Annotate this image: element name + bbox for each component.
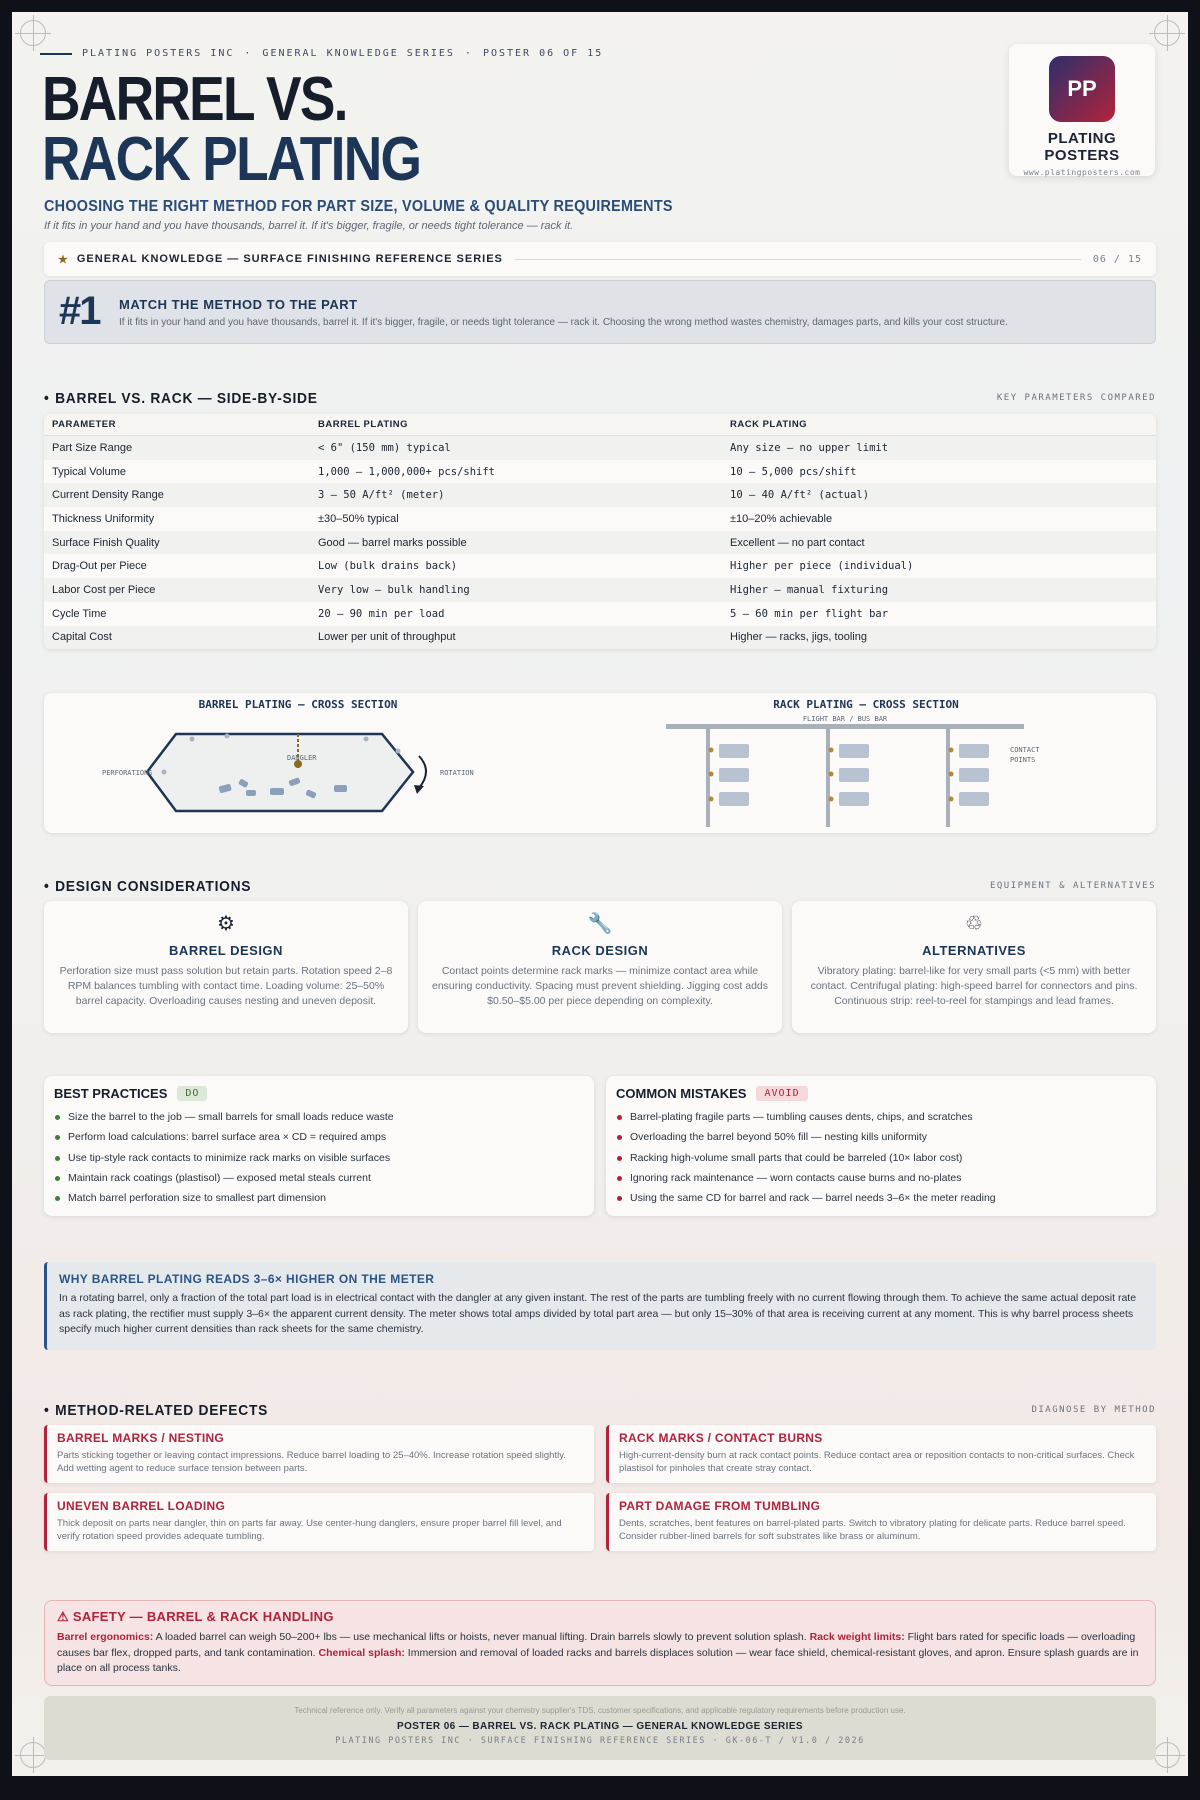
common-mistakes-title: COMMON MISTAKES (616, 1086, 747, 1101)
table-cell: Thickness Uniformity (52, 512, 155, 525)
defect-title: UNEVEN BARREL LOADING (57, 1499, 226, 1513)
card-text: Vibratory plating: barrel-like for very small parts (<5 mm) with better contact. Centrifugal plating: high-speed barrel for connectors and pins. Continuous strip: reel-to-reel for stampings and lead frames. (810, 965, 1138, 1007)
barrel-diagram-title: BARREL PLATING — CROSS SECTION (198, 698, 398, 711)
table-cell: ±10–20% achievable (730, 512, 833, 525)
rack-hanger (946, 729, 989, 827)
brand-series: GENERAL KNOWLEDGE SERIES (262, 48, 455, 59)
table-cell: 10 – 5,000 pcs/shift (730, 465, 857, 478)
footer-disclaimer: Technical reference only. Verify all parameters against your chemistry supplier's TDS, customer specifications, and applicable regulatory requirements before production use. (294, 1706, 906, 1715)
footer-meta: PLATING POSTERS INC · SURFACE FINISHING REFERENCE SERIES · GK-06-T / V1.0 / 2026 (335, 1736, 865, 1746)
racked-part (719, 744, 749, 758)
section-title-comparison: • BARREL VS. RACK — SIDE-BY-SIDE (44, 390, 318, 407)
page-subtitle: CHOOSING THE RIGHT METHOD FOR PART SIZE, VOLUME & QUALITY REQUIREMENTS (44, 198, 673, 215)
list-item: Using the same CD for barrel and rack — barrel needs 3–6× the meter reading (616, 1188, 1146, 1208)
title-line-1: BARREL VS. (42, 65, 347, 134)
table-row (44, 507, 1156, 531)
defect-card (606, 1425, 1156, 1483)
brand-poster-number: POSTER 06 OF 15 (482, 48, 604, 59)
best-practices-list (54, 1107, 584, 1208)
card-title: BARREL DESIGN (169, 943, 283, 958)
design-cards (44, 901, 1156, 1033)
defect-title: RACK MARKS / CONTACT BURNS (619, 1431, 823, 1445)
table-cell: Lower per unit of throughput (318, 631, 456, 644)
table-cell: 10 – 40 A/ft² (actual) (730, 489, 870, 502)
contact-point (709, 797, 714, 802)
cross-section-svg (44, 693, 1156, 833)
table-cell: Part Size Range (52, 441, 133, 454)
safety-key: Barrel ergonomics: (57, 1631, 154, 1643)
contact-point (829, 797, 834, 802)
logo-card (1009, 44, 1155, 176)
rack-diagram-title: RACK PLATING — CROSS SECTION (773, 698, 959, 711)
table-cell: Very low — bulk handling (318, 583, 470, 596)
table-cell: Higher — racks, jigs, tooling (730, 631, 867, 644)
footer-title: POSTER 06 — BARREL VS. RACK PLATING — GENERAL KNOWLEDGE SERIES (397, 1721, 803, 1732)
crop-mark-top-left (20, 20, 46, 46)
table-row (44, 578, 1156, 602)
section-label-design: EQUIPMENT & ALTERNATIVES (989, 881, 1156, 891)
racked-part (839, 792, 869, 806)
contact-label: CONTACT (1010, 746, 1040, 754)
safety-body: A loaded barrel can weigh 50–200+ lbs — use mechanical lifts or hoists, never manual lifting. Drain barrels slowly to prevent solution splash. (153, 1631, 810, 1643)
contact-point (829, 748, 834, 753)
dangler-label: DANGLER (287, 754, 317, 762)
section-title-design: • DESIGN CONSIDERATIONS (44, 878, 251, 895)
do-badge: DO (177, 1086, 207, 1101)
table-row (44, 554, 1156, 578)
contact-point (949, 797, 954, 802)
list-item: Size the barrel to the job — small barrels for small loads reduce waste (54, 1107, 584, 1127)
design-card-barrel (44, 901, 408, 1033)
table-row (44, 460, 1156, 484)
table-cell: Typical Volume (52, 465, 126, 478)
poster (12, 12, 1188, 1776)
table-cell: Capital Cost (52, 631, 112, 644)
page-title (42, 65, 421, 194)
table-row (44, 602, 1156, 626)
table-cell: Good — barrel marks possible (318, 536, 467, 549)
racked-part (959, 744, 989, 758)
defect-card (606, 1493, 1156, 1551)
points-label: POINTS (1010, 756, 1036, 764)
list-item: Perform load calculations: barrel surface area × CD = required amps (54, 1127, 584, 1147)
footer (44, 1696, 1156, 1760)
wrench-icon: 🔧 (587, 913, 613, 935)
why-title: WHY BARREL PLATING READS 3–6× HIGHER ON THE METER (59, 1272, 435, 1286)
title-line-2: RACK PLATING (42, 125, 421, 194)
brand-company: PLATING POSTERS INC (82, 48, 235, 59)
card-text: Contact points determine rack marks — minimize contact area while ensuring conductivity. Spacing must prevent shielding. Jigging cost adds $0.50–$5.00 per piece depending on complexity. (432, 965, 768, 1007)
list-item: Overloading the barrel beyond 50% fill — nesting kills uniformity (616, 1127, 1146, 1147)
rack-spline (826, 729, 830, 827)
section-label-defects: DIAGNOSE BY METHOD (1031, 1405, 1156, 1415)
table-cell: Any size — no upper limit (730, 441, 889, 454)
flight-bar-label: FLIGHT BAR / BUS BAR (802, 715, 888, 723)
table-cell: Cycle Time (52, 607, 107, 620)
safety-text (57, 1630, 1143, 1677)
rack-hanger (826, 729, 869, 827)
rotation-arrowhead (414, 785, 424, 794)
section-label-comparison: KEY PARAMETERS COMPARED (996, 393, 1156, 403)
brand-line-rule (40, 53, 72, 55)
column-header: PARAMETER (52, 419, 116, 430)
table-cell: < 6" (150 mm) typical (318, 441, 451, 454)
perforation-dot (225, 734, 230, 739)
best-practices-box (44, 1076, 594, 1216)
rack-hanger (706, 729, 749, 827)
practice-lists (44, 1076, 1156, 1216)
series-label: GENERAL KNOWLEDGE — SURFACE FINISHING REFERENCE SERIES (76, 253, 503, 265)
racked-part (719, 768, 749, 782)
defect-text: Parts sticking together or leaving contact impressions. Reduce barrel loading to 25–40%. Increase rotation speed slightly. Add wetting agent to reduce surface tension between parts. (57, 1450, 566, 1474)
rule-text: If it fits in your hand and you have thousands, barrel it. If it's bigger, fragile, or needs tight tolerance — rack it. Choosing the wrong method wastes chemistry, damages parts, and kills your cost structure. (119, 317, 1008, 328)
table-cell: Drag-Out per Piece (52, 560, 147, 573)
common-mistakes-list (616, 1107, 1146, 1208)
table-cell: Surface Finish Quality (52, 536, 160, 549)
list-item: Ignoring rack maintenance — worn contacts cause burns and no-plates (616, 1168, 1146, 1188)
table-row (44, 626, 1156, 650)
safety-key: Rack weight limits: (809, 1631, 905, 1643)
table-cell: 20 – 90 min per load (318, 607, 445, 620)
flight-bar (666, 724, 1024, 729)
best-practices-heading (54, 1086, 584, 1101)
defect-title: BARREL MARKS / NESTING (57, 1431, 225, 1445)
list-item: Racking high-volume small parts that could be barreled (10× labor cost) (616, 1148, 1146, 1168)
perforation-dot (396, 749, 401, 754)
table-cell: 3 – 50 A/ft² (meter) (318, 489, 445, 502)
section-title-defects: • METHOD-RELATED DEFECTS (44, 1402, 268, 1419)
design-card-alternatives (792, 901, 1156, 1033)
racked-part (959, 768, 989, 782)
brand-separator: · (464, 48, 473, 59)
safety-box (44, 1600, 1156, 1686)
crop-mark-bottom-right (1154, 1742, 1180, 1768)
cross-section-diagram (44, 693, 1156, 833)
avoid-badge: AVOID (756, 1086, 807, 1101)
rotation-label: ROTATION (440, 769, 474, 777)
rotation-arrow (419, 756, 426, 788)
table-cell: Current Density Range (52, 489, 164, 502)
why-callout (44, 1262, 1156, 1350)
card-text: Perforation size must pass solution but retain parts. Rotation speed 2–8 RPM balances tumbling with contact time. Loading volume: 25–50% barrel capacity. Overloading causes nesting and uneven deposit. (59, 965, 393, 1007)
perforation-dot (364, 737, 369, 742)
table-cell: ±30–50% typical (318, 512, 399, 525)
rack-spline (706, 729, 710, 827)
part-piece (270, 788, 284, 795)
series-bar (44, 242, 1156, 276)
table-cell: 5 – 60 min per flight bar (730, 607, 889, 620)
table-cell: Excellent — no part contact (730, 536, 865, 549)
defect-title: PART DAMAGE FROM TUMBLING (619, 1499, 821, 1513)
table-cell: Higher — manual fixturing (730, 583, 889, 596)
design-card-rack (418, 901, 782, 1033)
barrel-shape (147, 734, 413, 811)
card-title: ALTERNATIVES (922, 943, 1026, 958)
star-icon: ★ (58, 253, 69, 266)
defect-text: Dents, scratches, bent features on barrel-plated parts. Switch to vibratory plating for delicate parts. Reduce barrel speed. Consider rubber-lined barrels for soft substrates like brass or aluminum. (619, 1518, 1126, 1542)
list-item: Barrel-plating fragile parts — tumbling causes dents, chips, and scratches (616, 1107, 1146, 1127)
defect-text: High-current-density burn at rack contact points. Reduce contact area or reposition contacts to non-critical surfaces. Check plastisol for pinholes that create stray contact. (619, 1450, 1135, 1474)
part-piece (334, 785, 347, 792)
series-rule (515, 259, 1081, 260)
crop-mark-bottom-left (20, 1742, 46, 1768)
perforations-label: PERFORATIONS (102, 769, 153, 777)
contact-point (949, 772, 954, 777)
defect-card (44, 1425, 594, 1483)
safety-title: ⚠ SAFETY — BARREL & RACK HANDLING (57, 1609, 334, 1624)
brand-separator: · (244, 48, 253, 59)
racked-part (959, 792, 989, 806)
contact-point (829, 772, 834, 777)
contact-point (709, 772, 714, 777)
racked-part (839, 768, 869, 782)
why-text: In a rotating barrel, only a fraction of the total part load is in electrical contact with the dangler at any given instant. The rest of the parts are tumbling freely with no current flowing through them. To achieve the same actual deposit rate as rack plating, the rectifier must supply 3–6× the apparent current density. The meter shows total amps divided by total part area — but only 15–30% of that area is receiving current at any moment. This is why barrel process sheets specify much higher current densities than rack sheets for the same chemistry. (59, 1292, 1137, 1335)
defect-text: Thick deposit on parts near dangler, thin on parts far away. Use center-hung danglers, ensure proper barrel fill level, and verify rotation speed provides adequate tumbling. (57, 1518, 562, 1542)
racked-part (839, 744, 869, 758)
contact-point (709, 748, 714, 753)
crop-mark-top-right (1154, 20, 1180, 46)
rule-callout (44, 280, 1156, 344)
brand-line (40, 48, 603, 59)
safety-body: Flight bars rated for specific loads — overloading causes bar flex, dropped parts, and tank contamination. (57, 1631, 1136, 1659)
rule-number: #1 (59, 289, 100, 333)
best-practices-title: BEST PRACTICES (54, 1086, 168, 1101)
table-row (44, 483, 1156, 507)
gear-icon: ⚙ (217, 913, 235, 935)
rule-heading: MATCH THE METHOD TO THE PART (119, 297, 358, 312)
perforation-dot (190, 737, 195, 742)
rack-spline (946, 729, 950, 827)
recycle-icon: ♲ (965, 913, 983, 935)
series-page: 06 / 15 (1092, 253, 1142, 265)
card-title: RACK DESIGN (551, 943, 649, 958)
perforation-dot (162, 770, 167, 775)
tagline: If it fits in your hand and you have thousands, barrel it. If it's bigger, fragile, or needs tight tolerance — rack it. (44, 220, 574, 232)
part-piece (246, 790, 256, 796)
logo-mark: PP (1049, 56, 1115, 122)
logo-url: www.platingposters.com (1023, 168, 1141, 177)
racked-part (719, 792, 749, 806)
list-item: Use tip-style rack contacts to minimize rack marks on visible surfaces (54, 1148, 584, 1168)
list-item: Maintain rack coatings (plastisol) — exposed metal steals current (54, 1168, 584, 1188)
common-mistakes-heading (616, 1086, 1146, 1101)
safety-body: Immersion and removal of loaded racks and barrels displaces solution — wear face shield, chemical-resistant gloves, and apron. Ensure splash guards are in place on all process tanks. (57, 1646, 1139, 1674)
comparison-table (44, 414, 1156, 649)
table-row (44, 436, 1156, 460)
logo-name: PLATING POSTERS (1044, 130, 1120, 164)
common-mistakes-box (606, 1076, 1156, 1216)
table-cell: Low (bulk drains back) (318, 560, 458, 573)
table-row (44, 531, 1156, 555)
list-item: Match barrel perforation size to smallest part dimension (54, 1188, 584, 1208)
column-header: RACK PLATING (730, 419, 808, 430)
column-header: BARREL PLATING (318, 419, 409, 430)
contact-point (949, 748, 954, 753)
table-cell: Labor Cost per Piece (52, 583, 156, 596)
table-cell: 1,000 – 1,000,000+ pcs/shift (318, 465, 496, 478)
defects-grid (44, 1425, 1156, 1551)
safety-key: Chemical splash: (318, 1646, 405, 1659)
table-header (44, 414, 1156, 436)
table-cell: Higher per piece (individual) (730, 560, 914, 573)
defect-card (44, 1493, 594, 1551)
